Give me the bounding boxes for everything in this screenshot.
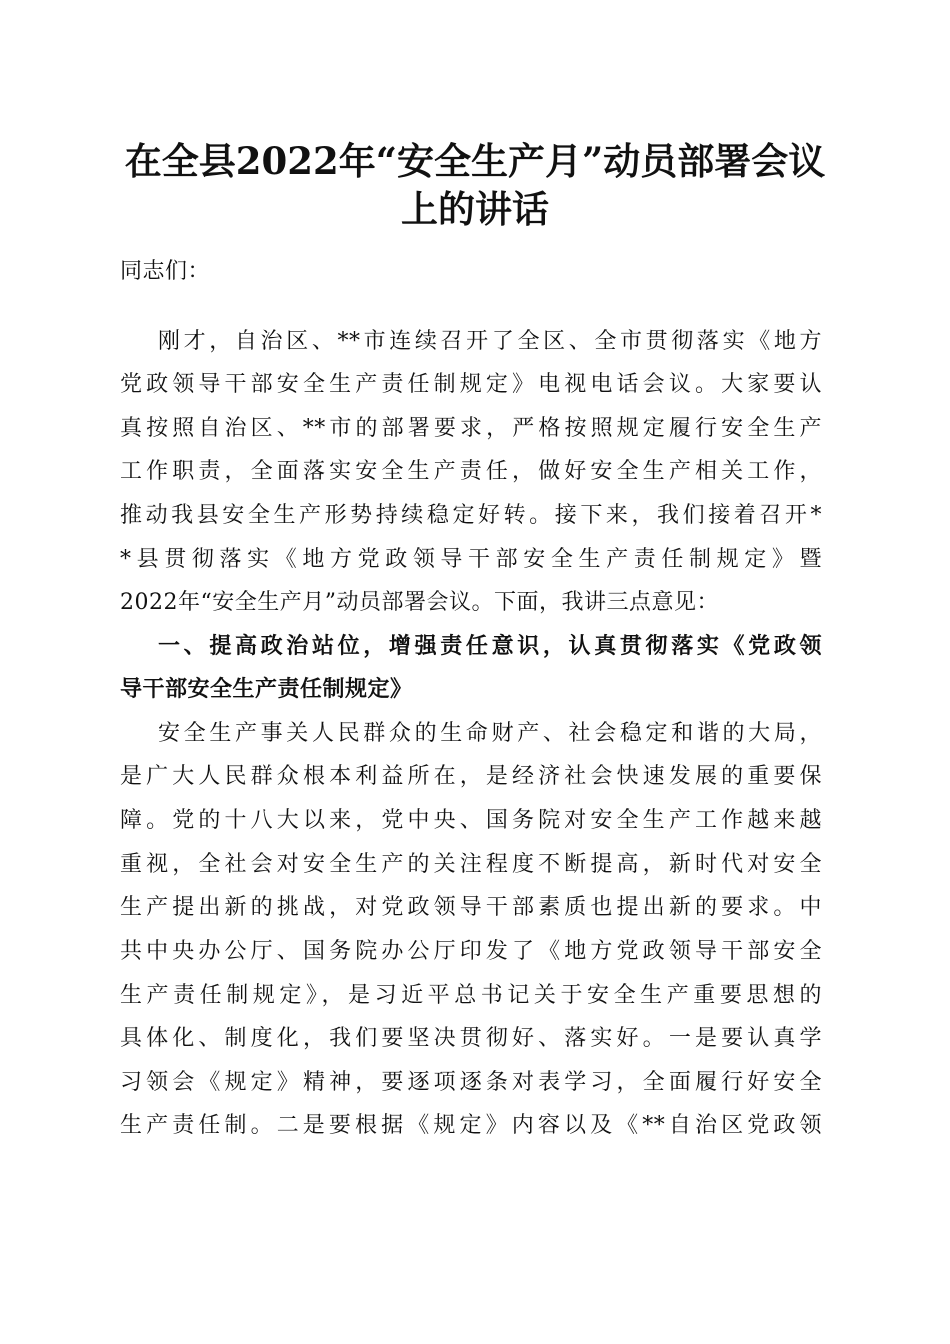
- document-title-line-2: 上的讲话: [401, 187, 549, 231]
- paragraph-line: 推动我县安全生产形势持续稳定好转。接下来，我们接着召开*: [120, 503, 822, 528]
- paragraph-line: 重视，全社会对安全生产的关注程度不断提高，新时代对安全: [120, 852, 822, 877]
- paragraph-line: 刚才，自治区、**市连续召开了全区、全市贯彻落实《地方: [158, 329, 822, 354]
- section-heading-line: 导干部安全生产责任制规定》: [120, 677, 413, 702]
- paragraph-line: 生产责任制规定》，是习近平总书记关于安全生产重要思想的: [120, 983, 822, 1008]
- paragraph-line: 2022年“安全生产月”动员部署会议。下面，我讲三点意见：: [120, 590, 719, 615]
- paragraph-line: 工作职责，全面落实安全生产责任，做好安全生产相关工作，: [120, 459, 822, 484]
- paragraph-line: 生产提出新的挑战，对党政领导干部素质也提出新的要求。中: [120, 895, 822, 920]
- paragraph-line: 党政领导干部安全生产责任制规定》电视电话会议。大家要认: [120, 372, 822, 397]
- paragraph-line: 是广大人民群众根本利益所在，是经济社会快速发展的重要保: [120, 764, 822, 789]
- paragraph-line: 具体化、制度化，我们要坚决贯彻好、落实好。一是要认真学: [120, 1026, 822, 1051]
- section-heading-line: 一、提高政治站位，增强责任意识，认真贯彻落实《党政领: [158, 634, 822, 659]
- paragraph-line: 习领会《规定》精神，要逐项逐条对表学习，全面履行好安全: [120, 1070, 822, 1095]
- paragraph-line: 真按照自治区、**市的部署要求，严格按照规定履行安全生产: [120, 416, 822, 441]
- paragraph-line: 生产责任制。二是要根据《规定》内容以及《**自治区党政领: [120, 1113, 822, 1138]
- paragraph-line: 共中央办公厅、国务院办公厅印发了《地方党政领导干部安全: [120, 939, 822, 964]
- paragraph-line: 障。党的十八大以来，党中央、国务院对安全生产工作越来越: [120, 808, 822, 833]
- document-title-line-1: 在全县2022年“安全生产月”动员部署会议: [124, 139, 826, 183]
- paragraph-line: 安全生产事关人民群众的生命财产、社会稳定和谐的大局，: [158, 721, 822, 746]
- paragraph-line: *县贯彻落实《地方党政领导干部安全生产责任制规定》暨: [120, 547, 822, 572]
- salutation: 同志们：: [120, 259, 211, 284]
